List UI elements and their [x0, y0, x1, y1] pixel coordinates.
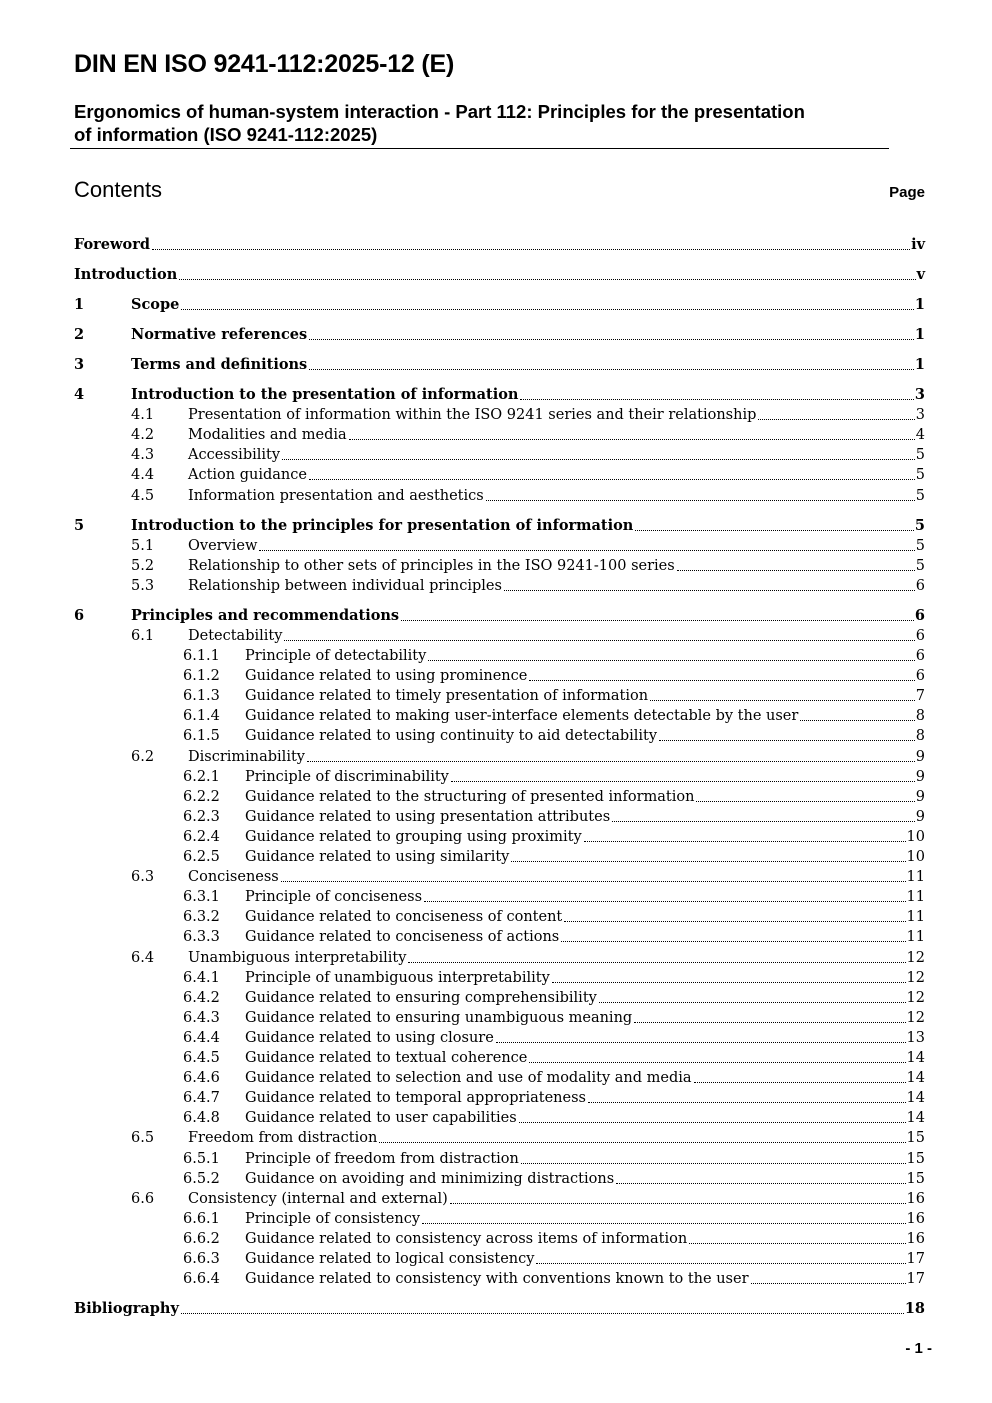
toc-entry[interactable] — [74, 536, 925, 556]
toc-dot-leader — [401, 620, 914, 621]
toc-entry-number: 6.4.7 — [183, 1090, 220, 1106]
toc-entry-label: Guidance related to temporal appropriateness — [245, 1090, 586, 1106]
page-number: - 1 - — [905, 1340, 932, 1357]
toc-entry-number: 6.5 — [131, 1130, 155, 1146]
toc-entry-label: Guidance related to using closure — [245, 1030, 494, 1046]
toc-entry-page: 12 — [906, 1010, 925, 1026]
toc-entry-page: 15 — [906, 1151, 925, 1167]
toc-dot-leader — [800, 720, 914, 721]
toc-entry-page: 17 — [906, 1251, 925, 1267]
toc-entry-number: 3 — [74, 356, 85, 373]
toc-entry-number: 4 — [74, 386, 85, 403]
toc-entry-number: 6.2.4 — [183, 829, 220, 845]
toc-entry[interactable] — [74, 867, 925, 887]
toc-entry[interactable] — [74, 968, 925, 988]
toc-dot-leader — [751, 1283, 906, 1284]
toc-entry-page: 5 — [915, 558, 925, 574]
toc-entry-number: 6.2.3 — [183, 809, 220, 825]
toc-entry-number: 6.3.2 — [183, 909, 220, 925]
toc-entry[interactable] — [74, 907, 925, 927]
toc-dot-leader — [424, 901, 906, 902]
toc-entry[interactable] — [74, 556, 925, 576]
toc-entry-page: 3 — [914, 386, 925, 403]
toc-entry-label: Introduction to the presentation of information — [131, 386, 519, 403]
toc-entry-page: 10 — [906, 829, 925, 845]
toc-entry-number: 6.1.4 — [183, 708, 220, 724]
toc-entry[interactable] — [74, 295, 925, 315]
toc-entry-number: 6.6.4 — [183, 1271, 220, 1287]
toc-dot-leader — [284, 640, 914, 641]
toc-entry-label: Principle of detectability — [245, 648, 427, 664]
toc-entry-number: 6.4.1 — [183, 970, 220, 986]
toc-entry[interactable] — [74, 1068, 925, 1088]
toc-entry-label: Foreword — [74, 236, 150, 253]
toc-entry-number: 6.4.2 — [183, 990, 220, 1006]
toc-dot-leader — [634, 1022, 905, 1023]
toc-entry-label: Scope — [131, 296, 180, 313]
toc-entry-label: Guidance related to grouping using proximity — [245, 829, 582, 845]
toc-entry-label: Principle of conciseness — [245, 889, 423, 905]
toc-dot-leader — [520, 399, 913, 400]
toc-entry-page: 8 — [915, 728, 925, 744]
toc-entry-page: 9 — [915, 749, 925, 765]
toc-dot-leader — [561, 941, 905, 942]
toc-entry-label: Consistency (internal and external) — [188, 1191, 448, 1207]
toc-entry-page: 3 — [915, 407, 925, 423]
toc-entry-label: Principle of freedom from distraction — [245, 1151, 519, 1167]
toc-entry-label: Guidance related to selection and use of modality and media — [245, 1070, 692, 1086]
contents-heading: Contents — [74, 177, 163, 202]
toc-dot-leader — [529, 680, 914, 681]
toc-dot-leader — [181, 309, 914, 310]
toc-entry-label: Principle of unambiguous interpretability — [245, 970, 550, 986]
toc-entry-number: 6.1.3 — [183, 688, 220, 704]
toc-entry-page: 12 — [906, 970, 925, 986]
toc-entry-page: 1 — [914, 296, 925, 313]
toc-entry-label: Guidance related to the structuring of presented information — [245, 789, 695, 805]
toc-entry-page: 1 — [914, 356, 925, 373]
toc-dot-leader — [309, 479, 915, 480]
toc-entry-number: 6.3.3 — [183, 929, 220, 945]
toc-entry-page: 6 — [915, 648, 925, 664]
toc-entry[interactable] — [74, 425, 925, 445]
toc-entry-number: 6.2.5 — [183, 849, 220, 865]
toc-entry-label: Guidance related to textual coherence — [245, 1050, 528, 1066]
toc-entry-page: 7 — [915, 688, 925, 704]
toc-entry-number: 6.5.2 — [183, 1171, 220, 1187]
toc-dot-leader — [408, 962, 905, 963]
toc-entry-number: 6.6 — [131, 1191, 155, 1207]
toc-entry-page: 5 — [914, 517, 925, 534]
toc-entry-label: Guidance related to ensuring unambiguous meaning — [245, 1010, 633, 1026]
toc-entry-page: 16 — [906, 1191, 925, 1207]
toc-entry[interactable] — [74, 626, 925, 646]
toc-entry[interactable] — [74, 325, 925, 345]
toc-dot-leader — [281, 881, 906, 882]
toc-entry-page: 11 — [906, 889, 925, 905]
toc-entry-label: Relationship between individual principles — [188, 578, 502, 594]
toc-entry-label: Discriminability — [188, 749, 305, 765]
toc-entry-page: 5 — [915, 538, 925, 554]
toc-entry[interactable] — [74, 1149, 925, 1169]
toc-entry-number: 6.2.1 — [183, 769, 220, 785]
toc-entry[interactable] — [74, 385, 925, 405]
toc-entry-page: 11 — [906, 909, 925, 925]
toc-entry-page: 14 — [906, 1070, 925, 1086]
toc-entry[interactable] — [74, 1249, 925, 1269]
toc-entry[interactable] — [74, 706, 925, 726]
toc-dot-leader — [504, 590, 915, 591]
toc-entry-label: Guidance related to making user-interface elements detectable by the user — [245, 708, 799, 724]
toc-entry-number: 4.1 — [131, 407, 155, 423]
toc-entry-label: Guidance related to consistency across items of information — [245, 1231, 688, 1247]
toc-dot-leader — [689, 1243, 905, 1244]
toc-dot-leader — [282, 459, 915, 460]
toc-entry-number: 5 — [74, 517, 85, 534]
toc-entry-page: 6 — [915, 628, 925, 644]
toc-dot-leader — [584, 841, 906, 842]
toc-entry[interactable] — [74, 726, 925, 746]
toc-entry-page: 14 — [906, 1050, 925, 1066]
toc-entry-label: Bibliography — [74, 1300, 179, 1317]
toc-dot-leader — [552, 982, 906, 983]
toc-dot-leader — [179, 279, 915, 280]
toc-entry-page: 9 — [915, 769, 925, 785]
toc-entry-number: 5.3 — [131, 578, 155, 594]
toc-entry[interactable] — [74, 686, 925, 706]
toc-entry-label: Overview — [188, 538, 258, 554]
toc-entry[interactable] — [74, 1048, 925, 1068]
toc-entry-number: 4.3 — [131, 447, 155, 463]
toc-entry[interactable] — [74, 576, 925, 596]
toc-entry[interactable] — [74, 807, 925, 827]
toc-entry-label: Principles and recommendations — [131, 607, 400, 624]
toc-dot-leader — [612, 821, 915, 822]
toc-dot-leader — [309, 369, 914, 370]
toc-entry-number: 6.3 — [131, 869, 155, 885]
toc-entry[interactable] — [74, 1108, 925, 1128]
toc-entry-number: 6.2 — [131, 749, 155, 765]
toc-entry[interactable] — [74, 1128, 925, 1148]
toc-dot-leader — [696, 801, 914, 802]
toc-entry-label: Guidance related to ensuring comprehensibility — [245, 990, 597, 1006]
toc-dot-leader — [511, 861, 905, 862]
toc-entry[interactable] — [74, 355, 925, 375]
toc-entry-label: Principle of discriminability — [245, 769, 449, 785]
toc-entry-number: 2 — [74, 326, 85, 343]
subtitle-line-2: of information (ISO 9241-112:2025) — [74, 123, 378, 145]
toc-dot-leader — [428, 660, 914, 661]
document-title: DIN EN ISO 9241-112:2025-12 (E) — [74, 50, 455, 78]
toc-entry-number: 6.4.6 — [183, 1070, 220, 1086]
toc-dot-leader — [677, 570, 915, 571]
toc-entry-page: 9 — [915, 789, 925, 805]
toc-entry[interactable] — [74, 927, 925, 947]
toc-entry-label: Action guidance — [188, 467, 307, 483]
toc-entry-number: 6.1.1 — [183, 648, 220, 664]
toc-entry-label: Information presentation and aesthetics — [188, 488, 484, 504]
toc-entry[interactable] — [74, 827, 925, 847]
toc-entry-number: 6.1.5 — [183, 728, 220, 744]
toc-entry-page: 17 — [906, 1271, 925, 1287]
toc-entry-number: 6.4.4 — [183, 1030, 220, 1046]
toc-entry[interactable] — [74, 1169, 925, 1189]
toc-entry[interactable] — [74, 1088, 925, 1108]
toc-entry-label: Unambiguous interpretability — [188, 950, 407, 966]
toc-entry-page: 8 — [915, 708, 925, 724]
toc-entry[interactable] — [74, 1189, 925, 1209]
toc-entry-label: Introduction — [74, 266, 178, 283]
toc-entry[interactable] — [74, 747, 925, 767]
toc-dot-leader — [588, 1102, 906, 1103]
toc-entry-page: 16 — [906, 1231, 925, 1247]
toc-dot-leader — [307, 761, 915, 762]
toc-dot-leader — [450, 1203, 906, 1204]
toc-entry-number: 6.4.5 — [183, 1050, 220, 1066]
toc-dot-leader — [564, 921, 905, 922]
toc-entry-number: 6.5.1 — [183, 1151, 220, 1167]
toc-dot-leader — [309, 339, 914, 340]
title-underline — [70, 148, 889, 149]
toc-entry-number: 5.1 — [131, 538, 155, 554]
toc-entry-label: Guidance related to logical consistency — [245, 1251, 535, 1267]
toc-entry[interactable] — [74, 445, 925, 465]
toc-entry-page: 4 — [915, 427, 925, 443]
toc-entry-label: Terms and definitions — [131, 356, 308, 373]
toc-entry-page: 9 — [915, 809, 925, 825]
toc-dot-leader — [259, 550, 914, 551]
toc-entry-page: 14 — [906, 1110, 925, 1126]
toc-entry[interactable] — [74, 265, 925, 285]
toc-entry-number: 6.6.2 — [183, 1231, 220, 1247]
toc-entry-page: 15 — [906, 1130, 925, 1146]
toc-entry-page: 5 — [915, 447, 925, 463]
toc-entry-number: 6 — [74, 607, 85, 624]
toc-dot-leader — [599, 1002, 906, 1003]
toc-entry[interactable] — [74, 1008, 925, 1028]
toc-entry[interactable] — [74, 1229, 925, 1249]
toc-dot-leader — [650, 700, 915, 701]
toc-dot-leader — [521, 1163, 906, 1164]
toc-entry-page: 15 — [906, 1171, 925, 1187]
toc-dot-leader — [635, 530, 914, 531]
toc-entry-label: Freedom from distraction — [188, 1130, 378, 1146]
document-subtitle — [74, 101, 889, 146]
toc-entry-label: Presentation of information within the ISO 9241 series and their relationship — [188, 407, 757, 423]
toc-entry-number: 6.2.2 — [183, 789, 220, 805]
toc-entry-label: Introduction to the principles for presentation of information — [131, 517, 634, 534]
toc-entry[interactable] — [74, 988, 925, 1008]
toc-entry-label: Principle of consistency — [245, 1211, 421, 1227]
toc-entry[interactable] — [74, 887, 925, 907]
toc-entry-page: 12 — [906, 950, 925, 966]
toc-entry-number: 6.4.3 — [183, 1010, 220, 1026]
toc-entry-label: Guidance related to conciseness of content — [245, 909, 563, 925]
toc-entry[interactable] — [74, 465, 925, 485]
toc-entry-number: 5.2 — [131, 558, 155, 574]
toc-entry[interactable] — [74, 1299, 925, 1319]
toc-entry[interactable] — [74, 516, 925, 536]
toc-entry-page: v — [916, 266, 925, 283]
toc-entry-label: Relationship to other sets of principles in the ISO 9241-100 series — [188, 558, 675, 574]
toc-entry-page: 13 — [906, 1030, 925, 1046]
toc-dot-leader — [616, 1183, 905, 1184]
toc-entry-label: Accessibility — [188, 447, 281, 463]
toc-dot-leader — [422, 1223, 906, 1224]
toc-dot-leader — [758, 419, 914, 420]
toc-dot-leader — [659, 740, 915, 741]
toc-entry-number: 4.4 — [131, 467, 155, 483]
subtitle-line-1: Ergonomics of human-system interaction - Part 112: Principles for the presentation — [74, 101, 805, 122]
toc-dot-leader — [349, 439, 915, 440]
toc-entry-number: 4.5 — [131, 488, 155, 504]
toc-entry-page: 6 — [915, 668, 925, 684]
toc-entry[interactable] — [74, 486, 925, 506]
toc-entry[interactable] — [74, 606, 925, 626]
toc-entry-number: 6.1.2 — [183, 668, 220, 684]
toc-entry[interactable] — [74, 1028, 925, 1048]
toc-dot-leader — [496, 1042, 906, 1043]
toc-entry-page: 18 — [904, 1300, 925, 1317]
toc-dot-leader — [181, 1313, 904, 1314]
toc-entry-page: 14 — [906, 1090, 925, 1106]
toc-entry-number: 6.1 — [131, 628, 155, 644]
toc-entry-page: 1 — [914, 326, 925, 343]
toc-entry-number: 6.6.1 — [183, 1211, 220, 1227]
toc-entry-label: Modalities and media — [188, 427, 347, 443]
toc-entry-label: Guidance related to using prominence — [245, 668, 528, 684]
toc-entry-number: 6.4.8 — [183, 1110, 220, 1126]
toc-entry-page: 5 — [915, 488, 925, 504]
toc-entry-page: 6 — [915, 578, 925, 594]
toc-entry[interactable] — [74, 646, 925, 666]
toc-entry-page: iv — [911, 236, 925, 253]
toc-entry-label: Guidance related to using continuity to aid detectability — [245, 728, 658, 744]
toc-entry-label: Detectability — [188, 628, 283, 644]
toc-entry-label: Guidance related to user capabilities — [245, 1110, 517, 1126]
toc-entry-page: 5 — [915, 467, 925, 483]
toc-entry-page: 10 — [906, 849, 925, 865]
toc-entry-number: 6.6.3 — [183, 1251, 220, 1267]
toc-dot-leader — [519, 1122, 906, 1123]
toc-entry[interactable] — [74, 666, 925, 686]
toc-dot-leader — [694, 1082, 906, 1083]
toc-entry-label: Guidance related to conciseness of actions — [245, 929, 560, 945]
toc-entry-page: 11 — [906, 869, 925, 885]
toc-entry[interactable] — [74, 787, 925, 807]
toc-entry-number: 6.3.1 — [183, 889, 220, 905]
toc-entry[interactable] — [74, 847, 925, 867]
toc-entry-page: 12 — [906, 990, 925, 1006]
toc-entry[interactable] — [74, 1269, 925, 1289]
toc-dot-leader — [451, 781, 915, 782]
toc-entry-page: 11 — [906, 929, 925, 945]
toc-entry-number: 1 — [74, 296, 85, 313]
toc-entry-label: Guidance related to timely presentation of information — [245, 688, 649, 704]
toc-entry[interactable] — [74, 767, 925, 787]
toc-dot-leader — [536, 1263, 905, 1264]
toc-dot-leader — [486, 500, 915, 501]
toc-entry[interactable] — [74, 405, 925, 425]
toc-entry[interactable] — [74, 948, 925, 968]
toc-entry-label: Conciseness — [188, 869, 279, 885]
toc-dot-leader — [152, 249, 910, 250]
toc-entry-label: Guidance related to consistency with conventions known to the user — [245, 1271, 749, 1287]
toc-entry-number: 4.2 — [131, 427, 155, 443]
toc-dot-leader — [529, 1062, 905, 1063]
page-column-heading: Page — [889, 184, 925, 201]
toc-entry-label: Guidance related to using presentation attributes — [245, 809, 611, 825]
toc-entry-page: 6 — [914, 607, 925, 624]
toc-entry-number: 6.4 — [131, 950, 155, 966]
toc-dot-leader — [379, 1142, 905, 1143]
toc-entry-page: 16 — [906, 1211, 925, 1227]
toc-entry-label: Guidance on avoiding and minimizing distractions — [245, 1171, 615, 1187]
toc-entry-label: Normative references — [131, 326, 308, 343]
toc-entry[interactable] — [74, 235, 925, 255]
toc-entry[interactable] — [74, 1209, 925, 1229]
toc-entry-label: Guidance related to using similarity — [245, 849, 510, 865]
